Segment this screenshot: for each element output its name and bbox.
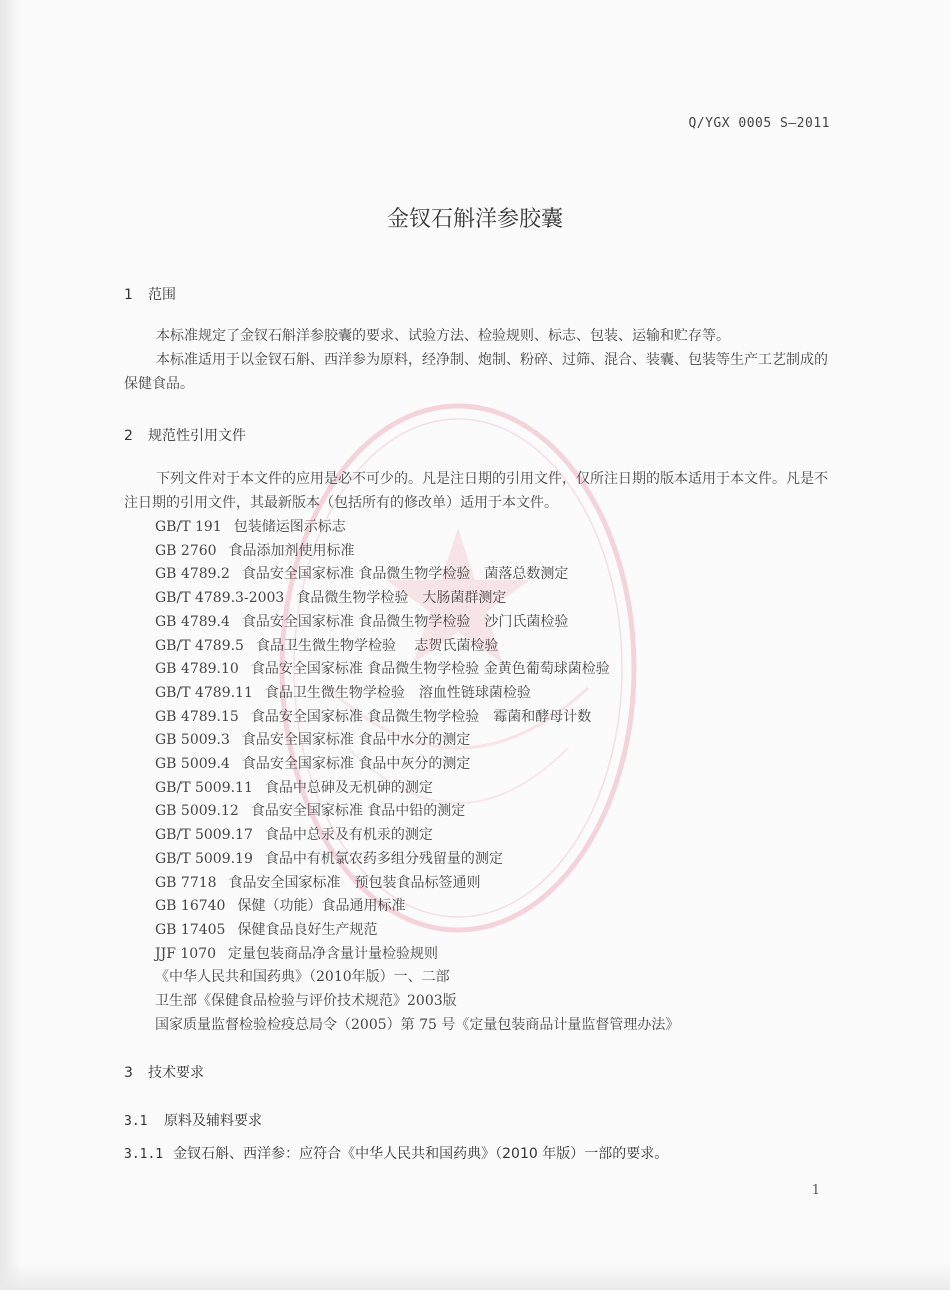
scan-bottom-shadow bbox=[0, 1264, 950, 1290]
reference-title: 食品安全国家标准 食品微生物学检验 金黄色葡萄球菌检验 bbox=[250, 661, 610, 678]
reference-item bbox=[155, 658, 679, 682]
reference-item bbox=[155, 1014, 679, 1038]
reference-title: 卫生部《保健食品检验与评价技术规范》2003版 bbox=[155, 993, 457, 1010]
reference-title: 食品安全国家标准 食品中铅的测定 bbox=[250, 803, 466, 820]
reference-title: 保健（功能）食品通用标准 bbox=[237, 898, 406, 915]
reference-code: GB/T 191 bbox=[155, 519, 222, 535]
reference-code: GB 4789.10 bbox=[155, 661, 239, 678]
reference-item bbox=[155, 540, 679, 564]
scope-paragraph-1 bbox=[124, 324, 836, 348]
reference-item bbox=[155, 729, 679, 753]
reference-code: GB 5009.3 bbox=[155, 732, 230, 749]
section-title: 规范性引用文件 bbox=[148, 428, 246, 444]
reference-title: 食品中有机氯农药多组分残留量的测定 bbox=[264, 850, 503, 867]
section-title: 技术要求 bbox=[148, 1065, 204, 1081]
subsection-title: 原料及辅料要求 bbox=[164, 1113, 262, 1129]
subsection-heading-materials bbox=[124, 1110, 262, 1130]
reference-title: 国家质量监督检验检疫总局令（2005）第 75 号《定量包装商品计量监督管理办法》 bbox=[155, 1016, 680, 1033]
reference-code: GB/T 4789.3-2003 bbox=[155, 590, 285, 607]
reference-code: GB 4789.4 bbox=[155, 613, 230, 630]
reference-item bbox=[155, 635, 679, 659]
reference-title: 定量包装商品净含量计量检验规则 bbox=[228, 945, 439, 962]
reference-code: GB 4789.15 bbox=[155, 708, 239, 725]
reference-item bbox=[155, 919, 679, 943]
reference-title: 食品卫生微生物学检验 志贺氏菌检验 bbox=[255, 637, 499, 654]
reference-title: 食品安全国家标准 食品中灰分的测定 bbox=[241, 756, 471, 773]
reference-title: 包装储运图示标志 bbox=[233, 519, 346, 535]
reference-item bbox=[155, 966, 679, 990]
section-heading-scope bbox=[124, 284, 176, 304]
reference-item bbox=[155, 753, 679, 777]
reference-code: GB 16740 bbox=[155, 898, 226, 915]
page-number: 1 bbox=[811, 1183, 820, 1198]
reference-title: 食品中总汞及有机汞的测定 bbox=[264, 827, 433, 844]
reference-code: GB/T 4789.11 bbox=[155, 684, 253, 701]
reference-item bbox=[155, 682, 679, 706]
reference-item bbox=[155, 824, 679, 848]
section-number: 2 bbox=[124, 428, 133, 444]
reference-item bbox=[155, 800, 679, 824]
reference-item bbox=[155, 516, 679, 540]
reference-title: 食品安全国家标准 食品微生物学检验 霉菌和酵母计数 bbox=[250, 708, 592, 725]
reference-code: GB/T 5009.19 bbox=[155, 850, 253, 867]
section-number: 1 bbox=[124, 287, 133, 303]
reference-list bbox=[155, 516, 679, 1037]
reference-code: GB 4789.2 bbox=[155, 566, 230, 583]
clause-3-1-1 bbox=[124, 1143, 668, 1163]
reference-code: JJF 1070 bbox=[155, 945, 217, 962]
paragraph-text: 下列文件对于本文件的应用是必不可少的。凡是注日期的引用文件，仅所注日期的版本适用于本文件。凡是不注日期的引用文件，其最新版本（包括所有的修改单）适用于本文件。 bbox=[124, 471, 828, 511]
section-heading-tech-requirements bbox=[124, 1062, 204, 1082]
scan-edge-shadow bbox=[0, 0, 22, 1290]
subsection-number: 3.1 bbox=[124, 1114, 148, 1129]
reference-title: 食品安全国家标准 食品微生物学检验 菌落总数测定 bbox=[241, 566, 569, 583]
reference-code: GB 5009.12 bbox=[155, 803, 239, 820]
reference-item bbox=[155, 943, 679, 967]
reference-code: GB/T 5009.17 bbox=[155, 827, 253, 844]
reference-title: 保健食品良好生产规范 bbox=[237, 921, 378, 938]
paragraph-text: 本标准规定了金钗石斛洋参胶囊的要求、试验方法、检验规则、标志、包装、运输和贮存等。 bbox=[156, 328, 730, 344]
paragraph-text: 本标准适用于以金钗石斛、西洋参为原料，经净制、炮制、粉碎、过筛、混合、装囊、包装等生产工艺制成的保健食品。 bbox=[124, 352, 828, 392]
reference-title: 食品中总砷及无机砷的测定 bbox=[264, 779, 433, 796]
reference-title: 食品卫生微生物学检验 溶血性链球菌检验 bbox=[264, 684, 531, 701]
reference-title: 《中华人民共和国药典》（2010年版）一、二部 bbox=[155, 969, 450, 986]
clause-number: 3.1.1 bbox=[124, 1147, 164, 1162]
reference-code: GB 17405 bbox=[155, 921, 226, 938]
reference-item bbox=[155, 777, 679, 801]
reference-item bbox=[155, 706, 679, 730]
section-heading-normative-refs bbox=[124, 425, 246, 445]
clause-text: 金钗石斛、西洋参：应符合《中华人民共和国药典》（2010 年版）一部的要求。 bbox=[173, 1146, 669, 1162]
reference-title: 食品安全国家标准 食品中水分的测定 bbox=[241, 732, 471, 749]
reference-item bbox=[155, 895, 679, 919]
reference-code: GB/T 5009.11 bbox=[155, 779, 253, 796]
reference-code: GB 5009.4 bbox=[155, 756, 230, 773]
reference-item bbox=[155, 872, 679, 896]
reference-title: 食品添加剂使用标准 bbox=[228, 542, 355, 559]
standard-code: Q/YGX 0005 S—2011 bbox=[688, 116, 830, 131]
reference-title: 食品安全国家标准 食品微生物学检验 沙门氏菌检验 bbox=[241, 613, 569, 630]
reference-title: 食品安全国家标准 预包装食品标签通则 bbox=[228, 874, 481, 891]
section-number: 3 bbox=[124, 1065, 133, 1081]
reference-code: GB 2760 bbox=[155, 542, 217, 559]
reference-item bbox=[155, 848, 679, 872]
reference-item bbox=[155, 611, 679, 635]
normative-refs-intro bbox=[124, 467, 836, 515]
reference-code: GB/T 4789.5 bbox=[155, 637, 244, 654]
scope-paragraph-2 bbox=[124, 348, 836, 396]
reference-item bbox=[155, 587, 679, 611]
section-title: 范围 bbox=[148, 287, 176, 303]
reference-item bbox=[155, 990, 679, 1014]
document-title: 金钗石斛洋参胶囊 bbox=[386, 207, 563, 232]
reference-title: 食品微生物学检验 大肠菌群测定 bbox=[296, 590, 507, 607]
reference-code: GB 7718 bbox=[155, 874, 217, 891]
reference-item bbox=[155, 563, 679, 587]
